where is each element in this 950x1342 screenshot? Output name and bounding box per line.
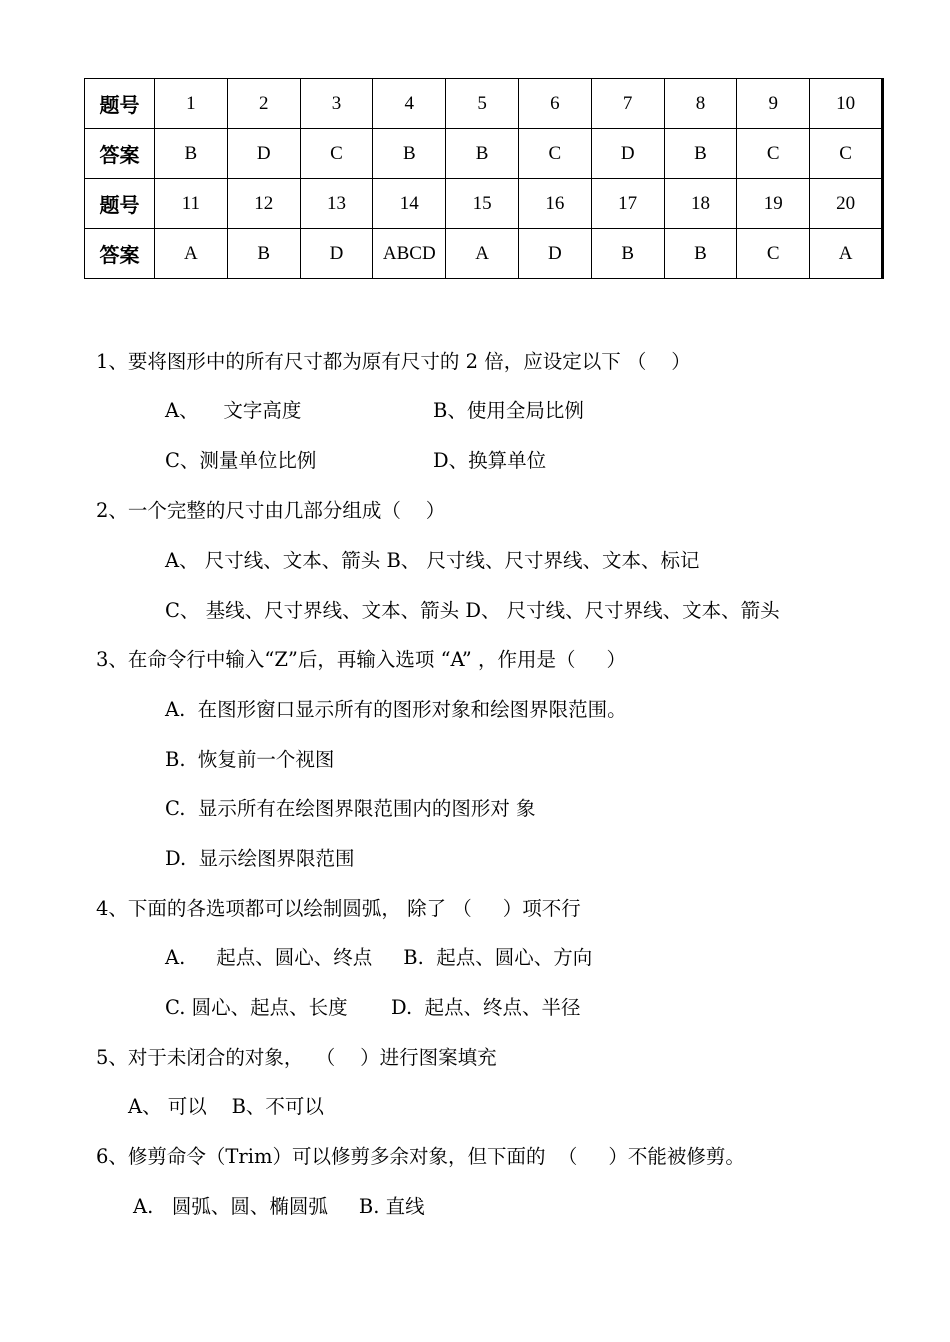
table-cell: 3 <box>300 79 373 129</box>
answer-table <box>84 78 884 279</box>
table-cell: 10 <box>810 79 883 129</box>
answer-table-row <box>85 79 883 129</box>
question-1-option-d: D、换算单位 <box>433 449 547 472</box>
table-cell: C <box>810 129 883 179</box>
question-6-options: A. 圆弧、圆、椭圆弧 B. 直线 <box>133 1195 425 1218</box>
table-cell: 19 <box>737 179 810 229</box>
table-cell: 4 <box>373 79 446 129</box>
question-3-option-b: B. 恢复前一个视图 <box>165 748 335 771</box>
table-cell: C <box>518 129 591 179</box>
table-cell: D <box>518 229 591 279</box>
table-cell: B <box>664 229 737 279</box>
table-cell: B <box>227 229 300 279</box>
question-3-option-a: A. 在图形窗口显示所有的图形对象和绘图界限范围。 <box>165 698 627 721</box>
table-cell: B <box>446 129 519 179</box>
table-cell: 16 <box>518 179 591 229</box>
answer-table-row <box>85 179 883 229</box>
table-cell: ABCD <box>373 229 446 279</box>
question-5-options: A、 可以 B、不可以 <box>128 1095 324 1118</box>
question-4-options-line-1: A. 起点、圆心、终点 B. 起点、圆心、方向 <box>165 946 593 969</box>
table-cell: 9 <box>737 79 810 129</box>
table-cell: C <box>737 229 810 279</box>
table-cell: C <box>300 129 373 179</box>
table-cell: 13 <box>300 179 373 229</box>
table-cell: 17 <box>591 179 664 229</box>
table-cell: A <box>155 229 228 279</box>
question-2: 2、一个完整的尺寸由几部分组成（ ） <box>96 499 446 522</box>
row-label: 答案 <box>85 229 155 279</box>
question-1: 1、要将图形中的所有尺寸都为原有尺寸的 2 倍，应设定以下 （ ） <box>96 350 691 373</box>
row-label: 答案 <box>85 129 155 179</box>
question-6: 6、修剪命令（Trim）可以修剪多余对象，但下面的 （ ）不能被修剪。 <box>96 1145 745 1168</box>
row-label: 题号 <box>85 179 155 229</box>
table-cell: 8 <box>664 79 737 129</box>
table-cell: B <box>664 129 737 179</box>
question-4-options-line-2: C. 圆心、起点、长度 D. 起点、终点、半径 <box>165 996 581 1019</box>
table-cell: D <box>300 229 373 279</box>
table-cell: A <box>810 229 883 279</box>
table-cell: B <box>155 129 228 179</box>
table-cell: 18 <box>664 179 737 229</box>
table-cell: C <box>737 129 810 179</box>
table-cell: D <box>591 129 664 179</box>
table-cell: 15 <box>446 179 519 229</box>
table-cell: 20 <box>810 179 883 229</box>
table-cell: 7 <box>591 79 664 129</box>
table-cell: 14 <box>373 179 446 229</box>
row-label: 题号 <box>85 79 155 129</box>
question-1-option-c: C、测量单位比例 <box>165 449 317 472</box>
question-2-options-line-1: A、 尺寸线、文本、箭头 B、 尺寸线、尺寸界线、文本、标记 <box>165 549 700 572</box>
answer-table-row <box>85 129 883 179</box>
table-cell: 1 <box>155 79 228 129</box>
question-5: 5、对于未闭合的对象， （ ）进行图案填充 <box>96 1046 497 1069</box>
table-cell: B <box>373 129 446 179</box>
table-cell: 6 <box>518 79 591 129</box>
table-cell: B <box>591 229 664 279</box>
table-cell: 11 <box>155 179 228 229</box>
question-1-option-a: A、 文字高度 <box>165 399 302 422</box>
table-cell: D <box>227 129 300 179</box>
question-3-option-c: C. 显示所有在绘图界限范围内的图形对 象 <box>165 797 536 820</box>
answer-table-row <box>85 229 883 279</box>
question-1-option-b: B、使用全局比例 <box>433 399 584 422</box>
question-2-options-line-2: C、 基线、尺寸界线、文本、箭头 D、 尺寸线、尺寸界线、文本、箭头 <box>165 599 780 622</box>
table-cell: A <box>446 229 519 279</box>
question-3: 3、在命令行中输入“Z”后，再输入选项 “A” ，作用是（ ） <box>96 648 626 671</box>
table-cell: 12 <box>227 179 300 229</box>
table-cell: 5 <box>446 79 519 129</box>
table-cell: 2 <box>227 79 300 129</box>
question-3-option-d: D. 显示绘图界限范围 <box>165 847 355 870</box>
question-4: 4、下面的各选项都可以绘制圆弧， 除了 （ ）项不行 <box>96 897 581 920</box>
